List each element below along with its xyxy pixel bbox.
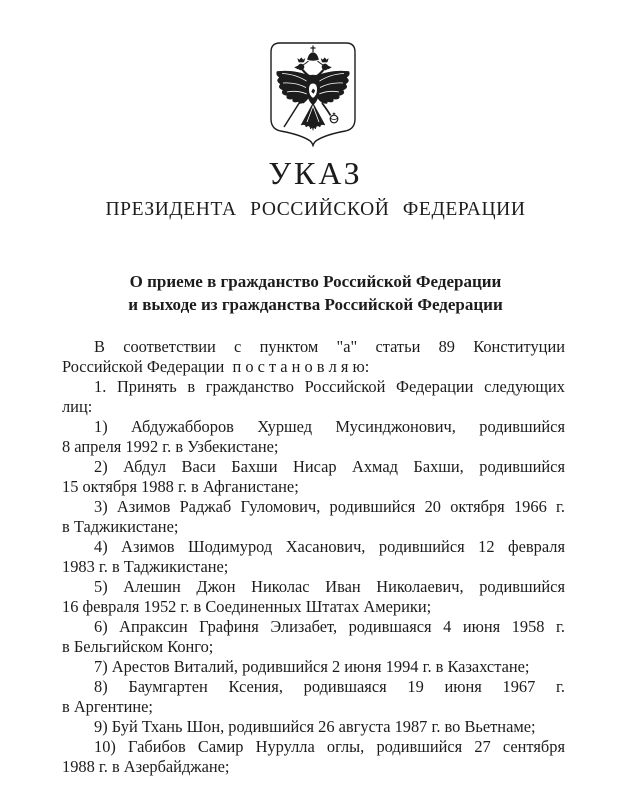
doc-issuer-title: ПРЕЗИДЕНТА РОССИЙСКОЙ ФЕДЕРАЦИИ <box>105 199 526 220</box>
body-line: 3) Азимов Раджаб Гуломович, родившийся 20 октября 1966 г. <box>94 497 565 516</box>
body-line: 1983 г. в Таджикистане; <box>62 557 229 576</box>
body-line: В соответствии с пунктом "а" статьи 89 Конституции <box>94 337 565 356</box>
body-line: лиц: <box>62 397 93 416</box>
body-line: 6) Апраксин Графиня Элизабет, родившаяся 4 июня 1958 г. <box>94 617 565 636</box>
body-line: 8) Баумгартен Ксения, родившаяся 19 июня 1967 г. <box>94 677 565 696</box>
body-line: 7) Арестов Виталий, родившийся 2 июня 1994 г. в Казахстане; <box>94 657 530 676</box>
subject-line-2: и выходе из гражданства Российской Федерации <box>128 294 503 314</box>
russia-coat-of-arms <box>270 42 356 147</box>
body-line: 4) Азимов Шодимурод Хасанович, родившийся 12 февраля <box>94 537 565 556</box>
body-line: в Аргентине; <box>62 697 153 716</box>
body-line: 1. Принять в гражданство Российской Федерации следующих <box>94 377 565 396</box>
decree-subject <box>0 271 631 316</box>
subject-line-1: О приеме в гражданство Российской Федерации <box>129 272 502 291</box>
body-line: в Бельгийском Конго; <box>62 637 214 656</box>
body-line: 1988 г. в Азербайджане; <box>62 757 230 776</box>
doc-type-title: УКАЗ <box>268 155 363 191</box>
body-line: 5) Алешин Джон Николас Иван Николаевич, родившийся <box>94 577 565 596</box>
body-line: 16 февраля 1952 г. в Соединенных Штатах Америки; <box>62 597 432 616</box>
body-line: в Таджикистане; <box>62 517 179 536</box>
decree-body <box>62 337 565 777</box>
double-headed-eagle-icon <box>270 42 356 147</box>
body-line: 8 апреля 1992 г. в Узбекистане; <box>62 437 279 456</box>
body-line: 10) Габибов Самир Нурулла оглы, родившийся 27 сентября <box>94 737 565 756</box>
body-line: 15 октября 1988 г. в Афганистане; <box>62 477 299 496</box>
body-line: 1) Абдужабборов Хуршед Мусинджонович, родившийся <box>94 417 565 436</box>
body-line: Российской Федерации п о с т а н о в л я ю: <box>62 357 370 376</box>
body-line: 2) Абдул Васи Бахши Нисар Ахмад Бахши, родившийся <box>94 457 565 476</box>
body-line: 9) Буй Тхань Шон, родившийся 26 августа 1987 г. во Вьетнаме; <box>94 717 536 736</box>
